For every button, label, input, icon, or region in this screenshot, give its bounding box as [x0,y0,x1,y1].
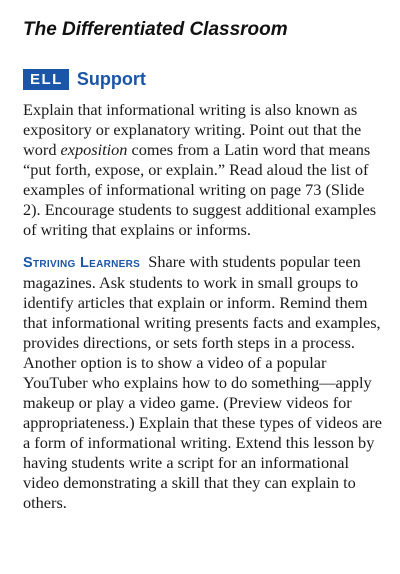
striving-learners-paragraph [23,252,383,513]
ell-text-part1: Explain that informational writing is also known as expository or explanatory writing. Point out that the word [23,100,362,159]
striving-learners-label: Striving Learners [23,255,141,271]
ell-text-part2: comes from a Latin word that means “put forth, expose, or explain.” Read aloud the list of examples of informational writing on page 73 (Slide 2). Encourage students to suggest additional examples of writing that explains or informs. [23,140,377,239]
ell-badge: ELL [23,69,69,90]
ell-support-header [23,67,383,91]
ell-italic-word: exposition [60,140,128,159]
section-heading: The Differentiated Classroom [23,19,288,40]
striving-learners-text: Share with students popular teen magazines. Ask students to work in small groups to identify articles that explain or inform. Remind them that informational writing presents facts and examples, provides directions, or sets forth steps in a process. Another option is to show a video of a popular YouTuber who explains how to do something—apply makeup or play a video game. (Preview videos for appropriateness.) Explain that these types of videos are a form of informational writing. Extend this lesson by having students write a script for an informational video demonstrating a skill that they can explain to others. [23,252,382,512]
support-label: Support [76,69,146,89]
content-column [23,18,383,513]
ell-paragraph [23,100,383,240]
